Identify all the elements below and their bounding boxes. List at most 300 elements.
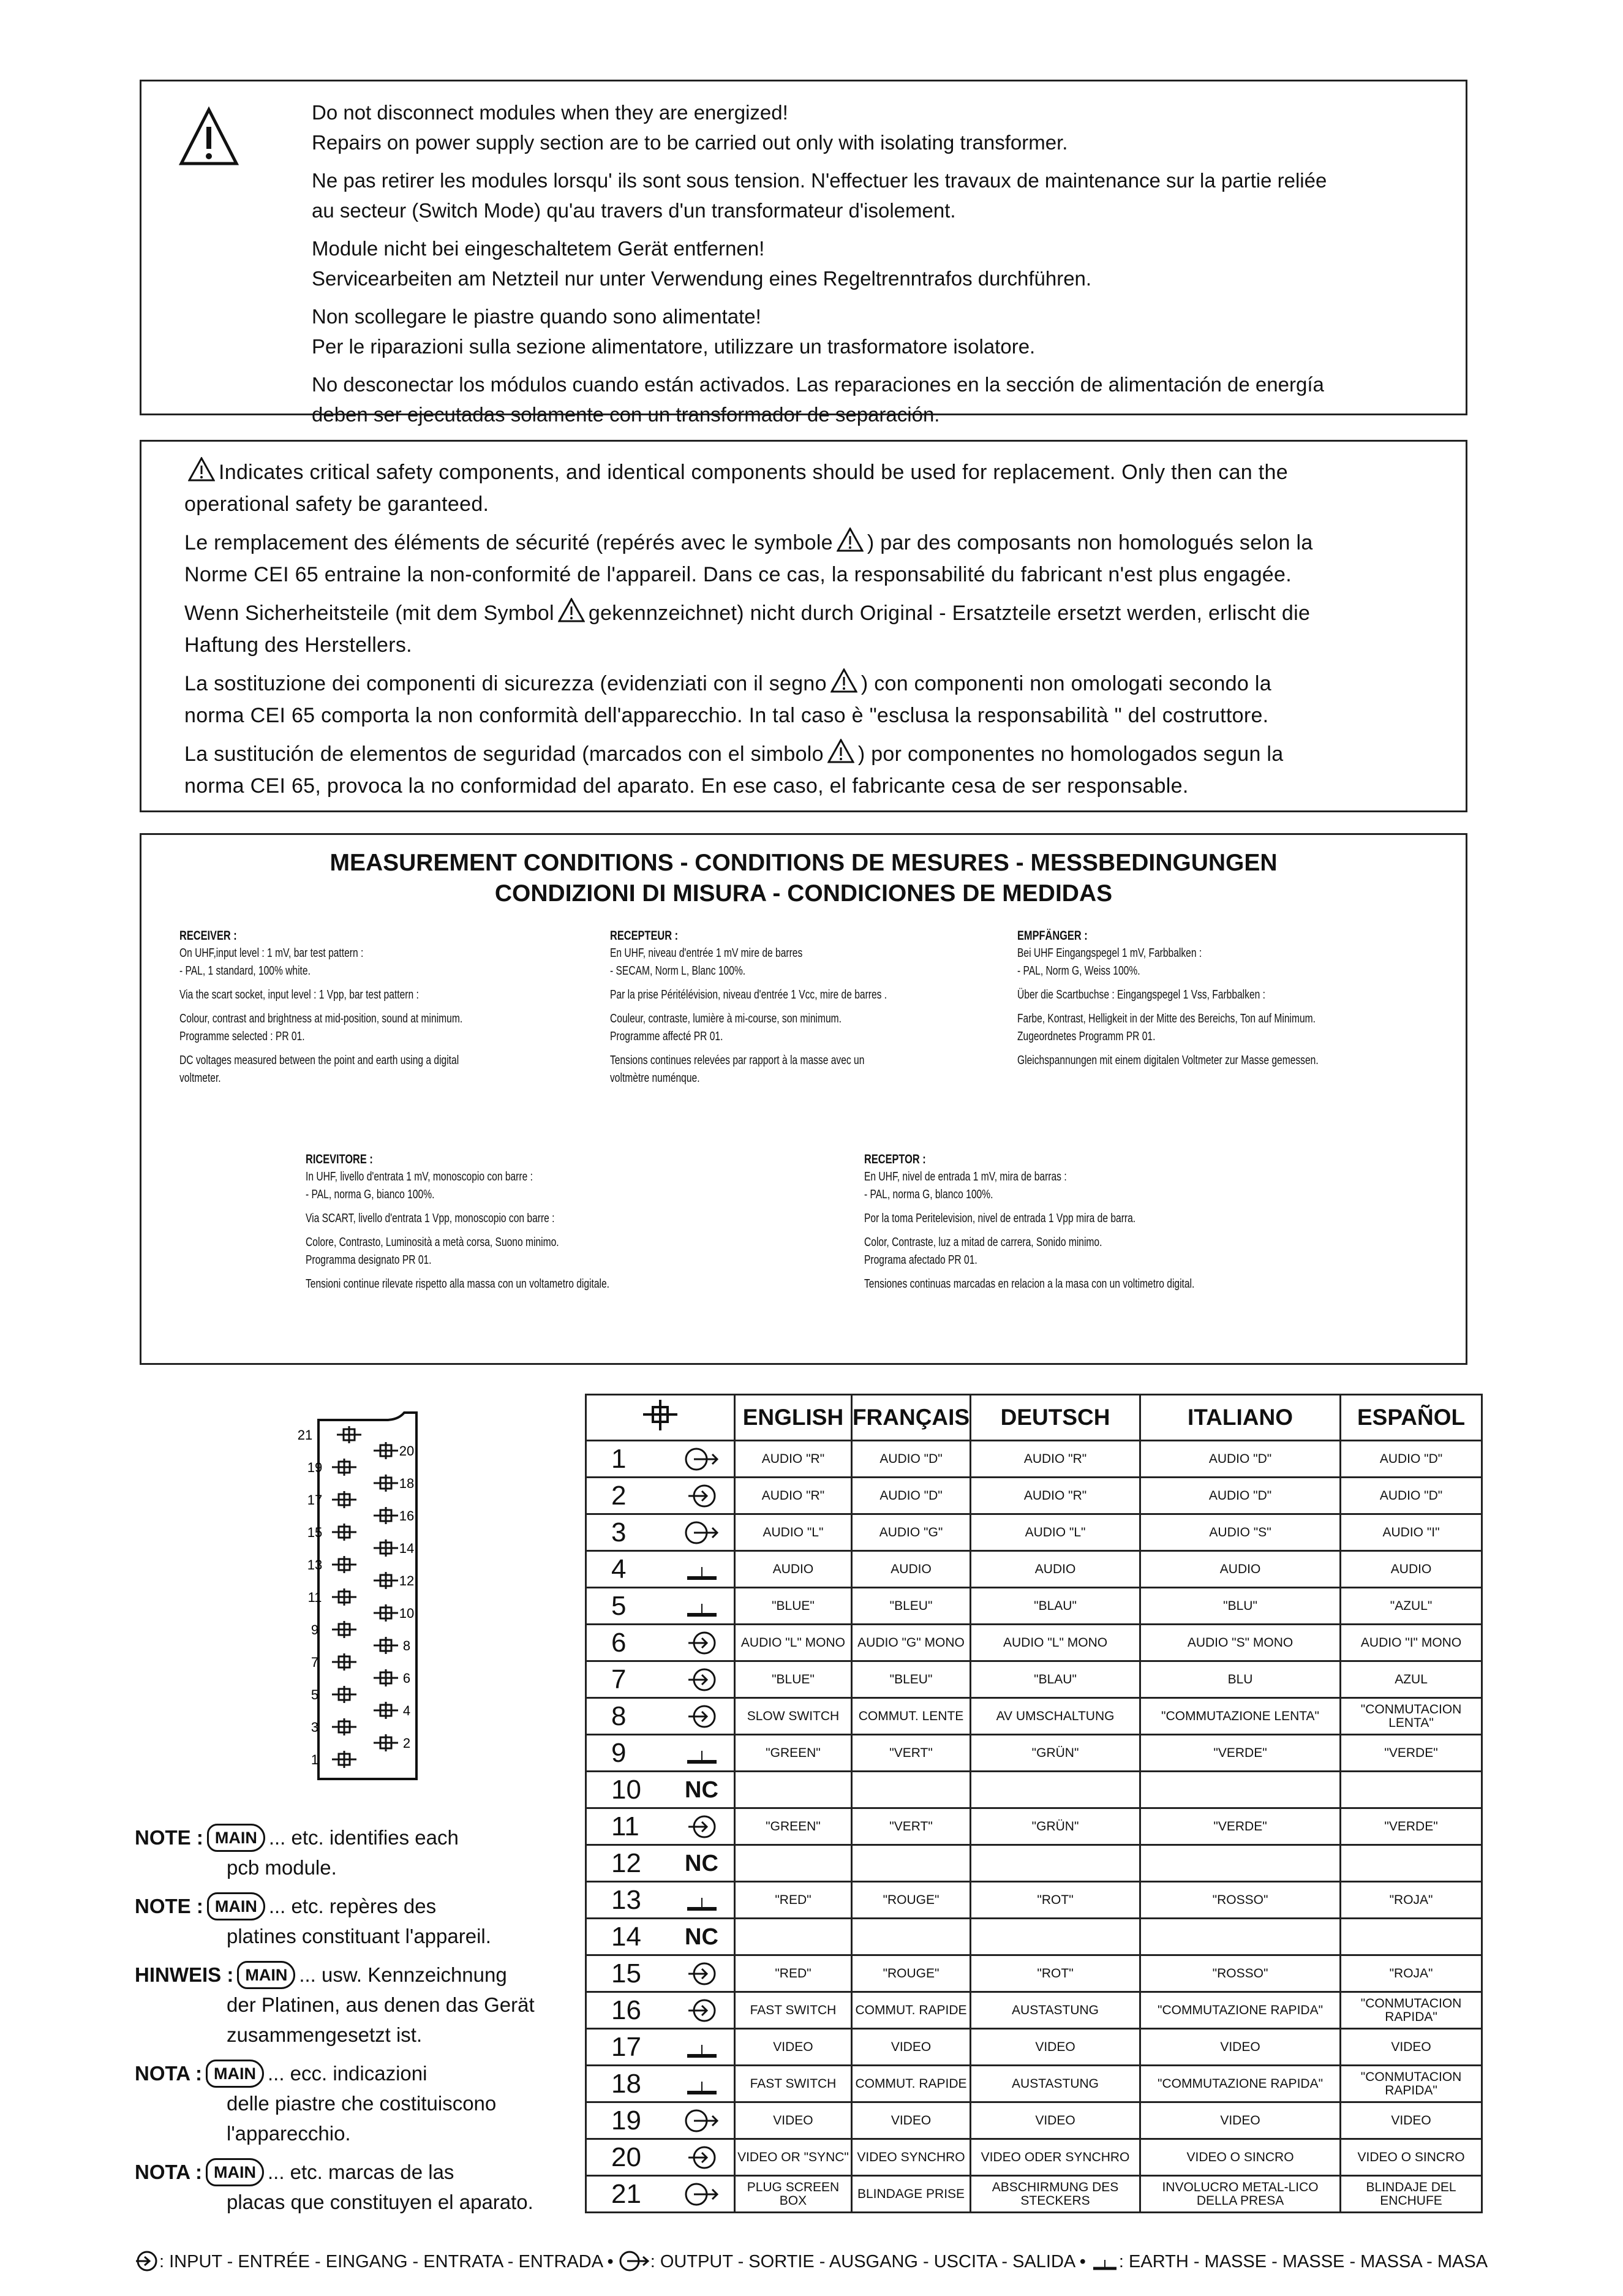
table-cell: VIDEO <box>971 2029 1140 2066</box>
note-item <box>135 1960 563 2050</box>
warning-paragraph <box>312 233 1441 293</box>
table-cell: FAST SWITCH <box>735 2066 852 2102</box>
measurement-title-1: MEASUREMENT CONDITIONS - CONDITIONS DE MESURES - MESSBEDINGUNGEN <box>329 850 1278 876</box>
input-icon <box>686 1967 718 1993</box>
safety-it-line1b: ) con componenti non omologati secondo la <box>860 672 1271 695</box>
table-cell: COMMUT. RAPIDE <box>851 2066 970 2102</box>
condition-paragraph <box>1017 945 1352 980</box>
table-row <box>586 1625 1482 1661</box>
table-cell: AUDIO "D" <box>1341 1441 1482 1478</box>
condition-line: En UHF, niveau d'entrée 1 mV mire de barres <box>610 946 803 960</box>
pin-number: 8 <box>586 1698 670 1735</box>
note-text: ... usw. Kennzeichnung <box>299 1963 507 1986</box>
table-cell: VIDEO O SINCRO <box>1140 2139 1340 2176</box>
pin-direction <box>669 1441 735 1478</box>
scart-pin-table <box>585 1394 1483 2213</box>
table-cell: "BLUE" <box>735 1661 852 1698</box>
column-heading: RECEPTEUR : <box>610 929 679 943</box>
safety-italian <box>184 668 1423 731</box>
condition-line: Couleur, contraste, lumière à mi-course, son minimum. <box>610 1012 842 1025</box>
table-cell: "ROSSO" <box>1140 1882 1340 1919</box>
table-cell <box>735 1845 852 1882</box>
table-cell: VIDEO <box>1341 2102 1482 2139</box>
table-cell: AUSTASTUNG <box>971 2066 1140 2102</box>
note-item <box>135 1822 563 1882</box>
condition-line: - PAL, Norm G, Weiss 100%. <box>1017 964 1140 978</box>
table-cell <box>971 1845 1140 1882</box>
pin-number: 12 <box>586 1845 670 1882</box>
condition-line: Colour, contrast and brightness at mid-position, sound at minimum. <box>179 1012 463 1025</box>
legend-input: : INPUT - ENTRÉE - EINGANG - ENTRATA - ENTRADA • <box>159 2252 614 2271</box>
table-cell: "BLAU" <box>971 1661 1140 1698</box>
condition-paragraph <box>1017 1052 1352 1070</box>
safety-notice-box <box>140 440 1467 812</box>
warning-triangle-icon <box>188 457 215 481</box>
table-cell: "GREEN" <box>735 1735 852 1772</box>
pin-direction <box>669 1661 735 1698</box>
ricevitore-column <box>306 1150 678 1299</box>
condition-line: Programme affecté PR 01. <box>610 1030 723 1043</box>
table-cell: VIDEO <box>971 2102 1140 2139</box>
pin-number-label: 17 <box>307 1492 323 1508</box>
safety-es-line1b: ) por componentes no homologados segun la <box>857 742 1284 766</box>
table-row <box>586 1588 1482 1625</box>
pin-number-label: 18 <box>399 1476 415 1491</box>
input-icon <box>686 1710 718 1735</box>
table-cell: AUDIO "S" <box>1140 1514 1340 1551</box>
earth-icon <box>683 2077 720 2103</box>
main-module-badge: MAIN <box>206 2060 264 2088</box>
pin-number: 16 <box>586 1992 670 2029</box>
pin-number-label: 21 <box>297 1427 313 1443</box>
pin-number-label: 5 <box>311 1687 319 1702</box>
table-cell: AV UMSCHALTUNG <box>971 1698 1140 1735</box>
measurement-title-2: CONDIZIONI DI MISURA - CONDICIONES DE MEDIDAS <box>494 880 1113 907</box>
condition-line: Color, Contraste, luz a mitad de carrera, Sonido minimo. <box>864 1236 1102 1249</box>
main-module-badge: MAIN <box>207 1892 265 1920</box>
table-cell: VIDEO <box>851 2029 970 2066</box>
pin-number-label: 3 <box>311 1720 319 1735</box>
table-cell: "ROT" <box>971 1955 1140 1992</box>
table-cell: BLU <box>1140 1661 1340 1698</box>
earth-icon <box>683 1747 720 1772</box>
pin-number-label: 1 <box>311 1752 319 1767</box>
note-text: ... etc. identifies each <box>268 1826 459 1849</box>
table-row <box>586 2029 1482 2066</box>
table-row <box>586 2066 1482 2102</box>
pin-direction <box>669 1845 735 1882</box>
table-cell: "AZUL" <box>1341 1588 1482 1625</box>
table-cell: "GREEN" <box>735 1808 852 1845</box>
pin-number: 18 <box>586 2066 670 2102</box>
pin-direction <box>669 1808 735 1845</box>
pin-number-label: 11 <box>307 1590 322 1605</box>
pin-direction <box>669 2139 735 2176</box>
table-cell: AUDIO "R" <box>971 1441 1140 1478</box>
table-cell: VIDEO <box>735 2102 852 2139</box>
condition-line: voltmeter. <box>179 1071 221 1085</box>
table-cell: AUDIO <box>1140 1551 1340 1588</box>
safety-de-line1a: Wenn Sicherheitsteile (mit dem Symbol <box>184 602 554 625</box>
table-cell: AUSTASTUNG <box>971 1992 1140 2029</box>
pin-direction <box>669 1625 735 1661</box>
input-arrow-icon <box>135 2250 159 2272</box>
table-cell: VIDEO OR "SYNC" <box>735 2139 852 2176</box>
warning-line: Ne pas retirer les modules lorsqu' ils sont sous tension. N'effectuer les travaux de maintenance sur la partie reliée <box>312 169 1327 192</box>
pin-number: 20 <box>586 2139 670 2176</box>
pin-number-label: 14 <box>399 1541 415 1556</box>
warning-line: Servicearbeiten am Netzteil nur unter Verwendung eines Regeltrenntrafos durchführen. <box>312 267 1092 290</box>
input-icon <box>686 2151 718 2177</box>
pin-direction <box>669 1588 735 1625</box>
table-cell <box>1140 1919 1340 1955</box>
condition-paragraph <box>179 986 485 1004</box>
warning-triangle-icon <box>830 668 857 693</box>
condition-paragraph <box>610 945 916 980</box>
warning-triangle-icon <box>827 739 854 763</box>
table-cell: AUDIO <box>971 1551 1140 1588</box>
table-row <box>586 1514 1482 1551</box>
table-cell: "GRÜN" <box>971 1808 1140 1845</box>
table-cell <box>1341 1845 1482 1882</box>
table-row <box>586 2139 1482 2176</box>
table-cell: AUDIO <box>735 1551 852 1588</box>
condition-line: Gleichspannungen mit einem digitalen Voltmeter zur Masse gemessen. <box>1017 1054 1319 1067</box>
table-cell: "RED" <box>735 1882 852 1919</box>
pin-number: 11 <box>586 1808 670 1845</box>
table-cell: AUDIO <box>1341 1551 1482 1588</box>
condition-line: voltmètre numénque. <box>610 1071 700 1085</box>
table-cell <box>1140 1772 1340 1808</box>
pin-number: 21 <box>586 2176 670 2213</box>
pin-number-label: 19 <box>307 1460 323 1475</box>
table-cell: FAST SWITCH <box>735 1992 852 2029</box>
table-cell: "ROUGE" <box>851 1882 970 1919</box>
condition-paragraph <box>864 1210 1246 1228</box>
warning-triangle-icon <box>558 598 585 622</box>
column-heading: EMPFÄNGER : <box>1017 929 1088 943</box>
table-cell: ABSCHIRMUNG DES STECKERS <box>971 2176 1140 2213</box>
table-cell: AUDIO "D" <box>1341 1478 1482 1514</box>
note-label: NOTA : <box>135 2161 202 2183</box>
condition-line: Via SCART, livello d'entrata 1 Vpp, monoscopio con barre : <box>306 1212 555 1225</box>
table-cell: VIDEO SYNCHRO <box>851 2139 970 2176</box>
output-icon <box>683 1452 721 1478</box>
pin-number-label: 7 <box>311 1655 319 1670</box>
table-cell: "COMMUTAZIONE RAPIDA" <box>1140 1992 1340 2029</box>
not-connected-label: NC <box>685 1777 718 1803</box>
warning-paragraph <box>312 301 1441 361</box>
condition-line: Programme selected : PR 01. <box>179 1030 305 1043</box>
scart-pin-icon <box>642 1399 679 1432</box>
table-cell: "VERDE" <box>1341 1735 1482 1772</box>
condition-line: Zugeordnetes Programm PR 01. <box>1017 1030 1156 1043</box>
condition-line: - SECAM, Norm L, Blanc 100%. <box>610 964 746 978</box>
note-item <box>135 1891 563 1951</box>
header-espanol: ESPAÑOL <box>1341 1395 1482 1441</box>
module-notes <box>135 1822 563 2226</box>
pin-number: 5 <box>586 1588 670 1625</box>
pin-direction <box>669 2066 735 2102</box>
pin-number: 19 <box>586 2102 670 2139</box>
table-cell: "BLEU" <box>851 1661 970 1698</box>
condition-line: En UHF, nivel de entrada 1 mV, mira de barras : <box>864 1170 1067 1184</box>
condition-line: Por la toma Peritelevision, nivel de entrada 1 Vpp mira de barra. <box>864 1212 1136 1225</box>
safety-es-line2: norma CEI 65, provoca la no conformidad del aparato. En ese caso, el fabricante cesa de ser responsable. <box>184 774 1189 798</box>
pin-number-label: 12 <box>399 1573 415 1588</box>
table-cell: "VERDE" <box>1140 1808 1340 1845</box>
safety-french <box>184 527 1423 591</box>
warning-triangle-icon <box>837 527 864 552</box>
scart-connector-diagram <box>294 1409 435 1783</box>
note-label: NOTA : <box>135 2062 202 2085</box>
condition-line: Colore, Contrasto, Luminosità a metà corsa, Suono minimo. <box>306 1236 559 1249</box>
table-cell <box>971 1919 1140 1955</box>
pin-direction <box>669 1992 735 2029</box>
note-first-line <box>135 2058 563 2088</box>
pin-number-label: 4 <box>402 1703 411 1718</box>
pin-direction <box>669 2029 735 2066</box>
safety-english <box>184 456 1423 520</box>
main-module-badge: MAIN <box>237 1961 295 1989</box>
table-cell <box>971 1772 1140 1808</box>
symbol-legend <box>135 2249 1488 2274</box>
pin-number: 13 <box>586 1882 670 1919</box>
condition-line: Via the scart socket, input level : 1 Vpp, bar test pattern : <box>179 988 419 1002</box>
earth-icon <box>683 2041 720 2066</box>
condition-line: On UHF,input level : 1 mV, bar test pattern : <box>179 946 364 960</box>
table-row <box>586 1808 1482 1845</box>
input-icon <box>686 1820 718 1846</box>
table-cell: SLOW SWITCH <box>735 1698 852 1735</box>
table-cell: VIDEO <box>1140 2029 1340 2066</box>
table-cell: AUDIO "I" MONO <box>1341 1625 1482 1661</box>
pin-number-label: 2 <box>402 1735 411 1751</box>
safety-es-line1a: La sustitución de elementos de seguridad (marcados con el simbolo <box>184 742 824 766</box>
pin-direction <box>669 1698 735 1735</box>
earth-icon <box>683 1563 720 1588</box>
note-text: pcb module. <box>227 1856 337 1879</box>
note-text: der Platinen, aus denen das Gerät <box>227 1993 535 2016</box>
condition-line: Programma designato PR 01. <box>306 1253 432 1267</box>
table-cell: "VERT" <box>851 1735 970 1772</box>
condition-line: Tensioni continue rilevate rispetto alla massa con un voltametro digitale. <box>306 1277 610 1291</box>
condition-line: DC voltages measured between the point and earth using a digital <box>179 1054 459 1067</box>
main-module-badge: MAIN <box>207 1824 265 1852</box>
pin-number-label: 16 <box>399 1508 415 1524</box>
table-cell: "VERT" <box>851 1808 970 1845</box>
table-row <box>586 1661 1482 1698</box>
table-cell: AUDIO "D" <box>851 1441 970 1478</box>
note-text: delle piastre che costituiscono <box>227 2092 497 2115</box>
column-heading: RICEVITORE : <box>306 1152 373 1166</box>
earth-icon <box>683 1894 720 1919</box>
table-row <box>586 1882 1482 1919</box>
warning-triangle-icon <box>178 106 239 167</box>
table-cell: COMMUT. RAPIDE <box>851 1992 970 2029</box>
warning-paragraph <box>312 369 1441 429</box>
table-cell <box>1140 1845 1340 1882</box>
table-cell: VIDEO ODER SYNCHRO <box>971 2139 1140 2176</box>
table-row <box>586 1551 1482 1588</box>
pin-number: 15 <box>586 1955 670 1992</box>
warning-line: No desconectar los módulos cuando están activados. Las reparaciones en la sección de alimentación de energía <box>312 373 1324 396</box>
safety-de-line2: Haftung des Herstellers. <box>184 633 412 657</box>
note-first-line <box>135 1822 563 1852</box>
table-row <box>586 1955 1482 1992</box>
table-cell: BLINDAGE PRISE <box>851 2176 970 2213</box>
condition-paragraph <box>610 986 916 1004</box>
pin-direction <box>669 1514 735 1551</box>
pin-direction <box>669 1478 735 1514</box>
table-cell: PLUG SCREEN BOX <box>735 2176 852 2213</box>
table-cell: "ROJA" <box>1341 1955 1482 1992</box>
pin-direction <box>669 2102 735 2139</box>
pin-direction <box>669 1919 735 1955</box>
condition-paragraph <box>610 1052 916 1087</box>
safety-fr-line1b: ) par des composants non homologués selon la <box>867 531 1313 554</box>
table-cell: AUDIO "D" <box>1140 1478 1340 1514</box>
table-cell: "ROT" <box>971 1882 1140 1919</box>
table-cell: AZUL <box>1341 1661 1482 1698</box>
pin-number: 1 <box>586 1441 670 1478</box>
safety-it-line2: norma CEI 65 comporta la non conformità dell'apparecchio. In tal caso è "esclusa la responsabilità " del costruttore. <box>184 704 1269 727</box>
warning-line: Module nicht bei eingeschaltetem Gerät entfernen! <box>312 237 765 260</box>
header-italiano: ITALIANO <box>1140 1395 1340 1441</box>
table-cell: AUDIO "R" <box>971 1478 1140 1514</box>
table-cell: AUDIO "L" MONO <box>735 1625 852 1661</box>
note-text: zusammengesetzt ist. <box>227 2023 423 2046</box>
pin-number-label: 6 <box>402 1671 411 1686</box>
legend-output: : OUTPUT - SORTIE - AUSGANG - USCITA - SALIDA • <box>650 2252 1086 2271</box>
pin-number: 14 <box>586 1919 670 1955</box>
pin-header-icon-cell <box>586 1395 735 1441</box>
table-cell <box>851 1845 970 1882</box>
table-row <box>586 1992 1482 2029</box>
receptor-column <box>864 1150 1246 1299</box>
note-text: platines constituant l'appareil. <box>227 1925 491 1947</box>
warning-line: Non scollegare le piastre quando sono alimentate! <box>312 305 761 328</box>
column-heading: RECEIVER : <box>179 929 237 943</box>
note-text: ... etc. marcas de las <box>267 2161 454 2183</box>
condition-line: Über die Scartbuchse : Eingangspegel 1 Vss, Farbbalken : <box>1017 988 1265 1002</box>
warning-paragraph <box>312 97 1441 157</box>
table-cell: AUDIO "I" <box>1341 1514 1482 1551</box>
condition-paragraph <box>306 1210 678 1228</box>
condition-paragraph <box>179 945 485 980</box>
output-icon <box>683 1526 721 1552</box>
not-connected-label: NC <box>685 1850 718 1876</box>
table-cell: "BLU" <box>1140 1588 1340 1625</box>
note-text: l'apparecchio. <box>227 2122 351 2145</box>
pin-number: 7 <box>586 1661 670 1698</box>
table-cell: AUDIO "D" <box>851 1478 970 1514</box>
condition-line: - PAL, norma G, blanco 100%. <box>864 1188 993 1201</box>
table-cell <box>851 1772 970 1808</box>
pin-direction <box>669 1735 735 1772</box>
condition-paragraph <box>864 1168 1246 1204</box>
table-cell: VIDEO O SINCRO <box>1341 2139 1482 2176</box>
table-cell: "CONMUTACION LENTA" <box>1341 1698 1482 1735</box>
table-cell <box>1341 1772 1482 1808</box>
table-row <box>586 1845 1482 1882</box>
table-cell: COMMUT. LENTE <box>851 1698 970 1735</box>
condition-line: Tensions continues relevées par rapport à la masse avec un <box>610 1054 865 1067</box>
earth-icon <box>683 1599 720 1625</box>
table-cell: "BLAU" <box>971 1588 1140 1625</box>
header-english: ENGLISH <box>735 1395 852 1441</box>
pin-number-label: 10 <box>399 1606 415 1621</box>
pin-number: 10 <box>586 1772 670 1808</box>
condition-paragraph <box>306 1168 678 1204</box>
table-row <box>586 2102 1482 2139</box>
pin-direction <box>669 1955 735 1992</box>
table-cell <box>735 1772 852 1808</box>
table-cell: AUDIO "S" MONO <box>1140 1625 1340 1661</box>
table-cell: AUDIO "L" MONO <box>971 1625 1140 1661</box>
pin-number: 2 <box>586 1478 670 1514</box>
safety-german <box>184 597 1423 661</box>
main-module-badge: MAIN <box>206 2158 264 2186</box>
empfaenger-column <box>1017 927 1352 1076</box>
condition-line: Tensiones continuas marcadas en relacion a la masa con un voltimetro digital. <box>864 1277 1195 1291</box>
condition-line: Farbe, Kontrast, Helligkeit in der Mitte des Bereichs, Ton auf Minimum. <box>1017 1012 1316 1025</box>
table-row <box>586 1919 1482 1955</box>
safety-de-line1b: gekennzeichnet) nicht durch Original - Ersatzteile ersetzt werden, erlischt die <box>588 602 1311 625</box>
table-cell: AUDIO "G" MONO <box>851 1625 970 1661</box>
pin-number: 17 <box>586 2029 670 2066</box>
input-icon <box>686 1636 718 1662</box>
recepteur-column <box>610 927 916 1093</box>
condition-paragraph <box>179 1010 485 1046</box>
table-cell: AUDIO "D" <box>1140 1441 1340 1478</box>
output-icon <box>683 2188 721 2213</box>
condition-paragraph <box>864 1234 1246 1269</box>
condition-line: - PAL, 1 standard, 100% white. <box>179 964 311 978</box>
note-item <box>135 2058 563 2148</box>
note-item <box>135 2157 563 2217</box>
condition-paragraph <box>610 1010 916 1046</box>
table-cell: AUDIO "L" <box>735 1514 852 1551</box>
warning-text <box>312 97 1441 437</box>
safety-fr-line2: Norme CEI 65 entraine la non-conformité de l'appareil. Dans ce cas, la responsabilité du fabricant n'est plus engagée. <box>184 563 1292 586</box>
table-cell: "CONMUTACION RAPIDA" <box>1341 1992 1482 2029</box>
input-icon <box>686 2004 718 2030</box>
pin-number-label: 20 <box>399 1443 415 1459</box>
note-first-line <box>135 2157 563 2187</box>
table-cell: AUDIO "R" <box>735 1478 852 1514</box>
warning-line: Repairs on power supply section are to be carried out only with isolating transformer. <box>312 131 1068 154</box>
note-text: ... ecc. indicazioni <box>267 2062 427 2085</box>
warning-line: deben ser ejecutadas solamente con un transformador de separación. <box>312 403 940 426</box>
column-heading: RECEPTOR : <box>864 1152 926 1166</box>
table-cell: "GRÜN" <box>971 1735 1140 1772</box>
output-icon <box>683 2114 721 2140</box>
note-text: placas que constituyen el aparato. <box>227 2191 533 2213</box>
note-text: ... etc. repères des <box>268 1895 437 1917</box>
earth-ground-icon <box>1091 2250 1119 2272</box>
pin-direction <box>669 1882 735 1919</box>
receiver-column <box>179 927 485 1093</box>
table-row <box>586 2176 1482 2213</box>
note-first-line <box>135 1960 563 1990</box>
table-cell: INVOLUCRO METAL-LICO DELLA PRESA <box>1140 2176 1340 2213</box>
legend-earth: : EARTH - MASSE - MASSE - MASSA - MASA <box>1118 2252 1488 2271</box>
table-cell <box>1341 1919 1482 1955</box>
table-row <box>586 1772 1482 1808</box>
table-cell: "VERDE" <box>1341 1808 1482 1845</box>
table-cell <box>735 1919 852 1955</box>
